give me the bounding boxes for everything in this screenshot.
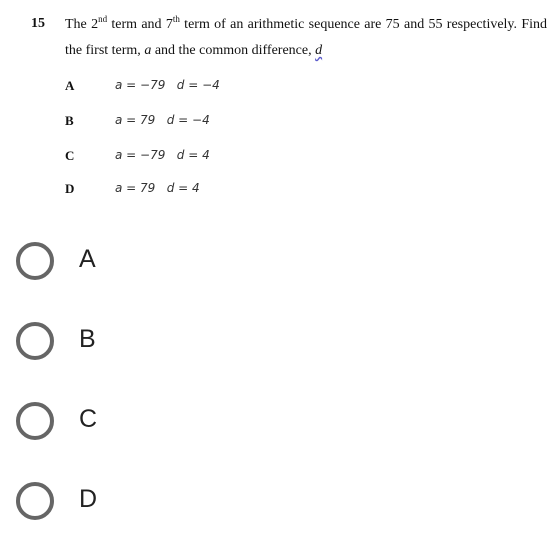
answer-choice-label: B — [79, 325, 96, 353]
option-letter: B — [65, 113, 74, 128]
radio-button-icon[interactable] — [16, 242, 54, 280]
radio-button-icon[interactable] — [16, 482, 54, 520]
option-value: a = 79 d = −4 — [115, 113, 210, 127]
answer-choice-label: D — [79, 485, 98, 513]
ordinal-superscript: nd — [98, 14, 108, 24]
option-letter: C — [65, 148, 75, 163]
answer-choice-b[interactable] — [14, 320, 314, 362]
option-letter: A — [65, 78, 75, 93]
answer-choice-label: A — [79, 245, 96, 273]
question-text-part: term and 7 — [107, 17, 173, 32]
question-text-part: and the common difference, — [151, 43, 316, 58]
variable-a: a — [144, 43, 152, 58]
answer-choice-label: C — [79, 405, 98, 433]
option-value: a = −79 d = 4 — [115, 148, 210, 162]
variable-d: d — [315, 43, 323, 58]
question-text-part: the first term, — [65, 43, 145, 58]
option-value: a = −79 d = −4 — [115, 78, 220, 92]
answer-choice-d[interactable] — [14, 480, 314, 522]
question-text-line-2 — [65, 42, 322, 60]
question-text-part: The 2 — [65, 17, 99, 32]
radio-button-icon[interactable] — [16, 402, 54, 440]
question-text-part: term of an arithmetic sequence are 75 and 55 respectively. Find — [179, 17, 548, 32]
question-text-line-1 — [65, 16, 547, 34]
answer-choice-c[interactable] — [14, 400, 314, 442]
radio-button-icon[interactable] — [16, 322, 54, 360]
answer-choice-a[interactable] — [14, 240, 314, 282]
option-value: a = 79 d = 4 — [115, 181, 200, 195]
option-letter: D — [65, 181, 75, 196]
ordinal-superscript: th — [172, 14, 180, 24]
question-number: 15 — [31, 16, 45, 31]
